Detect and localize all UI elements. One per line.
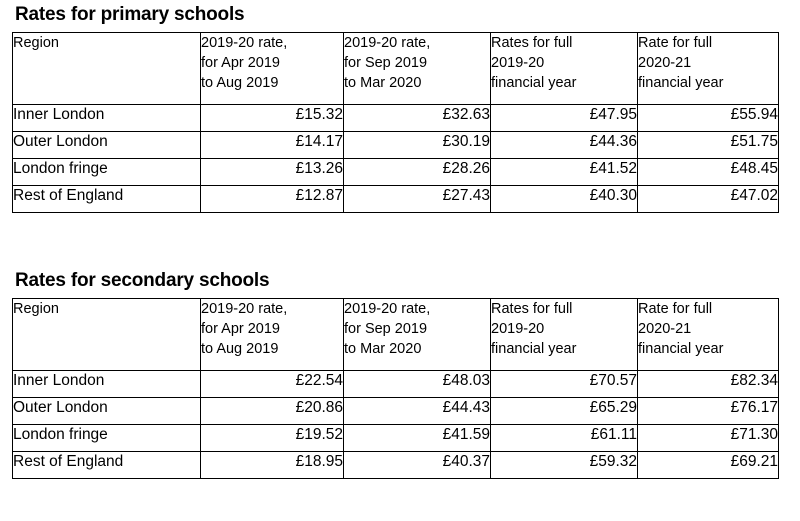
cell-region: Outer London xyxy=(13,398,201,425)
cell-full-2020-21: £48.45 xyxy=(638,159,779,186)
cell-full-2019-20: £59.32 xyxy=(491,452,638,479)
header-line: 2020-21 xyxy=(638,321,692,337)
cell-sep-2019-mar-2020: £30.19 xyxy=(344,132,491,159)
cell-full-2019-20: £41.52 xyxy=(491,159,638,186)
cell-region: London fringe xyxy=(13,425,201,452)
cell-region: Rest of England xyxy=(13,452,201,479)
cell-full-2020-21: £47.02 xyxy=(638,186,779,213)
header-line: for Apr 2019 xyxy=(201,55,280,71)
cell-full-2019-20: £61.11 xyxy=(491,425,638,452)
cell-apr-aug-2019: £15.32 xyxy=(201,105,344,132)
header-line: Region xyxy=(13,301,59,317)
cell-sep-2019-mar-2020: £28.26 xyxy=(344,159,491,186)
table-row xyxy=(13,398,779,425)
table-row xyxy=(13,186,779,213)
header-row xyxy=(13,33,779,105)
primary-table-title: Rates for primary schools xyxy=(15,4,245,25)
header-line: Rates for full xyxy=(491,35,573,51)
header-line: for Sep 2019 xyxy=(344,321,428,337)
column-header-full-2020-21 xyxy=(638,33,779,105)
cell-sep-2019-mar-2020: £32.63 xyxy=(344,105,491,132)
cell-region: Inner London xyxy=(13,105,201,132)
secondary-rates-table xyxy=(12,298,779,479)
header-line: for Apr 2019 xyxy=(201,321,280,337)
cell-apr-aug-2019: £19.52 xyxy=(201,425,344,452)
cell-full-2020-21: £76.17 xyxy=(638,398,779,425)
secondary-table-body xyxy=(13,371,779,479)
cell-region: Inner London xyxy=(13,371,201,398)
header-line: Rates for full xyxy=(491,301,573,317)
header-line: financial year xyxy=(638,75,724,91)
header-line: to Aug 2019 xyxy=(201,341,279,357)
column-header-full-2019-20 xyxy=(491,33,638,105)
table-row xyxy=(13,452,779,479)
primary-rates-table xyxy=(12,32,779,213)
column-header-apr-aug-2019 xyxy=(201,33,344,105)
header-line: 2019-20 xyxy=(491,55,545,71)
cell-full-2019-20: £40.30 xyxy=(491,186,638,213)
header-row xyxy=(13,299,779,371)
cell-sep-2019-mar-2020: £41.59 xyxy=(344,425,491,452)
column-header-full-2020-21 xyxy=(638,299,779,371)
header-line: Rate for full xyxy=(638,35,713,51)
table-row xyxy=(13,425,779,452)
header-line: 2020-21 xyxy=(638,55,692,71)
cell-apr-aug-2019: £13.26 xyxy=(201,159,344,186)
primary-schools-section xyxy=(12,2,778,213)
cell-region: Outer London xyxy=(13,132,201,159)
cell-sep-2019-mar-2020: £44.43 xyxy=(344,398,491,425)
cell-apr-aug-2019: £12.87 xyxy=(201,186,344,213)
header-line: 2019-20 rate, xyxy=(344,35,431,51)
table-row xyxy=(13,159,779,186)
header-line: Region xyxy=(13,35,59,51)
cell-apr-aug-2019: £18.95 xyxy=(201,452,344,479)
table-row xyxy=(13,132,779,159)
header-line: 2019-20 rate, xyxy=(344,301,431,317)
cell-full-2020-21: £51.75 xyxy=(638,132,779,159)
cell-region: Rest of England xyxy=(13,186,201,213)
header-line: financial year xyxy=(638,341,724,357)
table-row xyxy=(13,105,779,132)
column-header-sep-2019-mar-2020 xyxy=(344,33,491,105)
column-header-region xyxy=(13,299,201,371)
cell-full-2020-21: £71.30 xyxy=(638,425,779,452)
cell-sep-2019-mar-2020: £40.37 xyxy=(344,452,491,479)
column-header-region xyxy=(13,33,201,105)
cell-apr-aug-2019: £14.17 xyxy=(201,132,344,159)
primary-table-body xyxy=(13,105,779,213)
secondary-schools-section xyxy=(12,268,778,479)
column-header-full-2019-20 xyxy=(491,299,638,371)
header-line: Rate for full xyxy=(638,301,713,317)
header-line: for Sep 2019 xyxy=(344,55,428,71)
cell-full-2019-20: £65.29 xyxy=(491,398,638,425)
cell-full-2019-20: £47.95 xyxy=(491,105,638,132)
column-header-apr-aug-2019 xyxy=(201,299,344,371)
cell-full-2020-21: £55.94 xyxy=(638,105,779,132)
secondary-table-header xyxy=(13,299,779,371)
cell-apr-aug-2019: £22.54 xyxy=(201,371,344,398)
cell-full-2019-20: £44.36 xyxy=(491,132,638,159)
header-line: 2019-20 rate, xyxy=(201,301,288,317)
cell-full-2020-21: £69.21 xyxy=(638,452,779,479)
header-line: financial year xyxy=(491,75,577,91)
primary-table-header xyxy=(13,33,779,105)
header-line: 2019-20 xyxy=(491,321,545,337)
header-line: 2019-20 rate, xyxy=(201,35,288,51)
cell-apr-aug-2019: £20.86 xyxy=(201,398,344,425)
table-row xyxy=(13,371,779,398)
header-line: to Mar 2020 xyxy=(344,75,422,91)
secondary-table-title: Rates for secondary schools xyxy=(15,270,270,291)
column-header-sep-2019-mar-2020 xyxy=(344,299,491,371)
cell-region: London fringe xyxy=(13,159,201,186)
cell-sep-2019-mar-2020: £27.43 xyxy=(344,186,491,213)
cell-sep-2019-mar-2020: £48.03 xyxy=(344,371,491,398)
header-line: to Aug 2019 xyxy=(201,75,279,91)
cell-full-2020-21: £82.34 xyxy=(638,371,779,398)
header-line: to Mar 2020 xyxy=(344,341,422,357)
header-line: financial year xyxy=(491,341,577,357)
cell-full-2019-20: £70.57 xyxy=(491,371,638,398)
